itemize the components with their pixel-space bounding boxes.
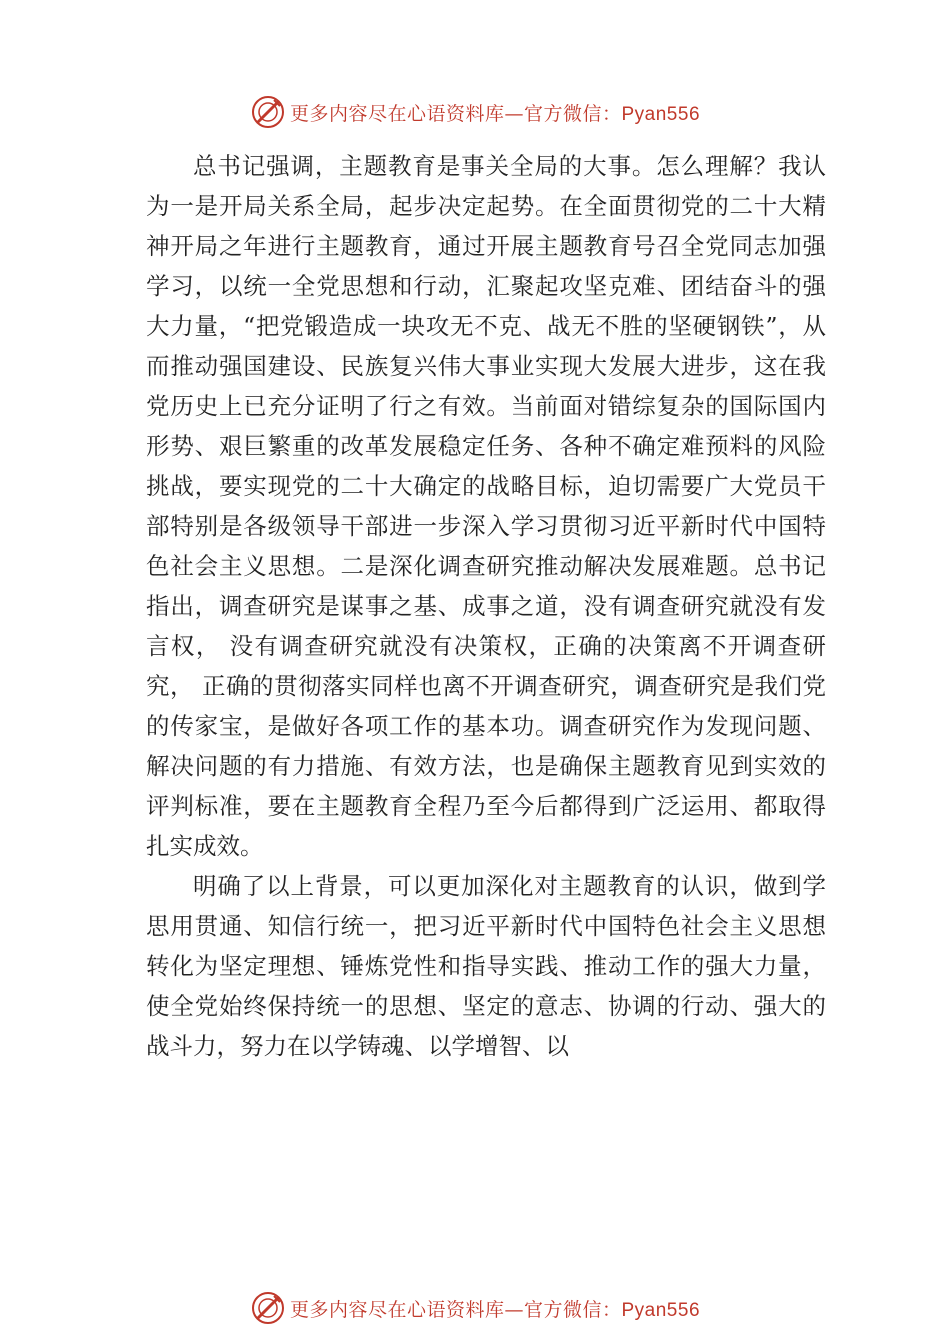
logo-icon [250, 1290, 286, 1326]
watermark-text: 更多内容尽在心语资料库—官方微信： [289, 1298, 622, 1321]
watermark-footer [0, 1288, 950, 1328]
watermark-text: 更多内容尽在心语资料库—官方微信： [289, 102, 622, 125]
document-body [146, 146, 826, 1066]
watermark-id: Pyan556 [621, 1299, 701, 1321]
paragraph-1: 总书记强调，主题教育是事关全局的大事。怎么理解？我认为一是开局关系全局，起步决定起势。在全面贯彻党的二十大精神开局之年进行主题教育，通过开展主题教育号召全党同志加强学习，以统一全党思想和行动，汇聚起攻坚克难、团结奋斗的强大力量，“把党锻造成一块攻无不克、战无不胜的坚硬钢铁”，从而推动强国建设、民族复兴伟大事业实现大发展大进步，这在我党历史上已充分证明了行之有效。当前面对错综复杂的国际国内形势、艰巨繁重的改革发展稳定任务、各种不确定难预料的风险挑战，要实现党的二十大确定的战略目标，迫切需要广大党员干部特别是各级领导干部进一步深入学习贯彻习近平新时代中国特色社会主义思想。二是深化调查研究推动解决发展难题。总书记指出，调查研究是谋事之基、成事之道，没有调查研究就没有发言权， 没有调查研究就没有决策权，正确的决策离不开调查研究， 正确的贯彻落实同样也离不开调查研究，调查研究是我们党的传家宝，是做好各项工作的基本功。调查研究作为发现问题、解决问题的有力措施、有效方法，也是确保主题教育见到实效的评判标准，要在主题教育全程乃至今后都得到广泛运用、都取得扎实成效。 [146, 152, 826, 860]
logo-icon [250, 94, 286, 130]
watermark-header [0, 92, 950, 132]
paragraph-2: 明确了以上背景，可以更加深化对主题教育的认识，做到学思用贯通、知信行统一，把习近平新时代中国特色社会主义思想转化为坚定理想、锤炼党性和指导实践、推动工作的强大力量，使全党始终保持统一的思想、坚定的意志、协调的行动、强大的战斗力，努力在以学铸魂、以学增智、以 [146, 872, 826, 1060]
watermark-id: Pyan556 [621, 103, 701, 125]
